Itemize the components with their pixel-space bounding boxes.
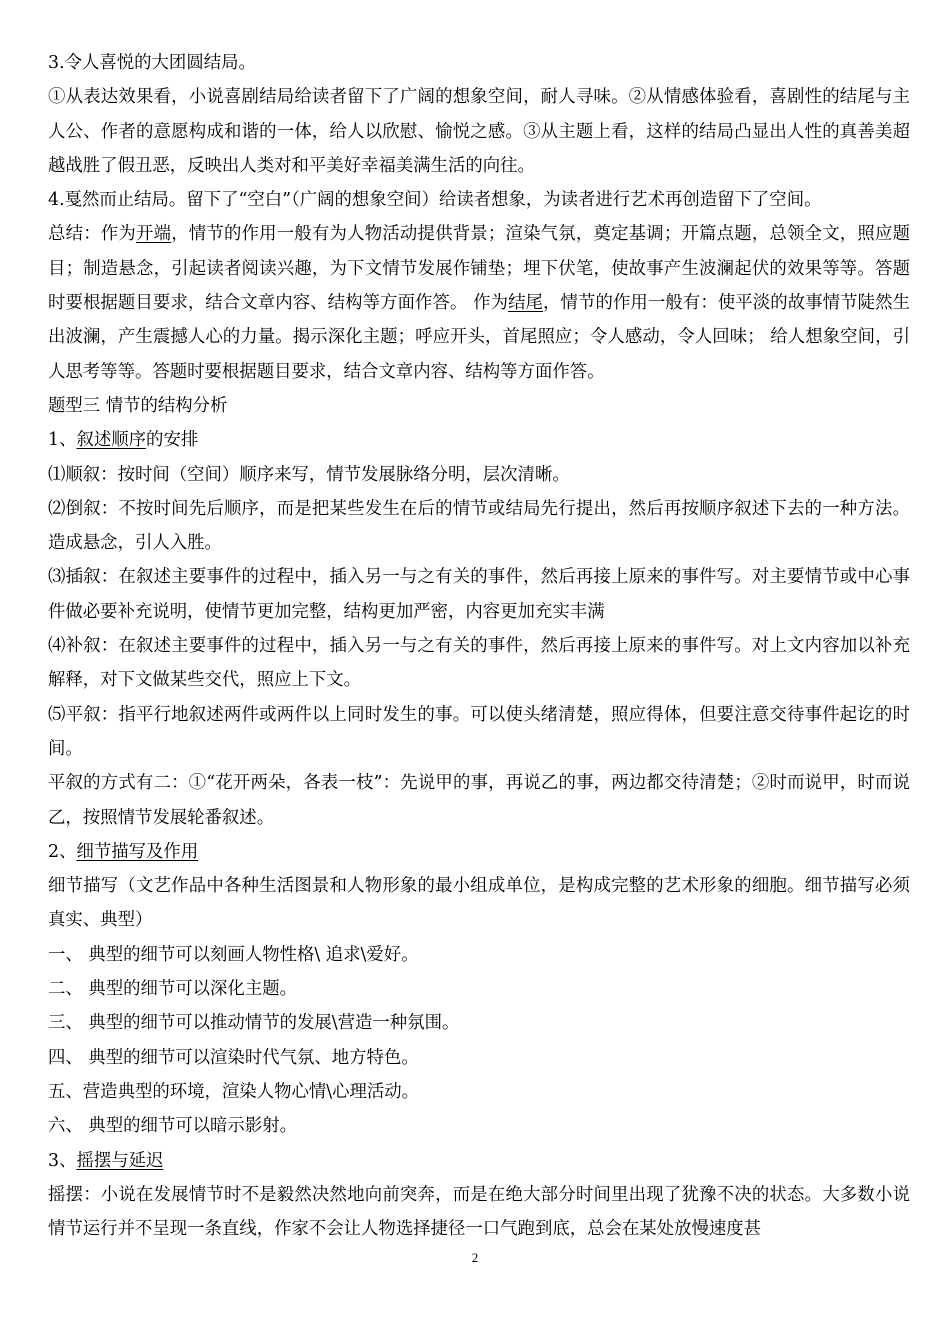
list-item-pingxu: ⑸平叙：指平行地叙述两件或两件以上同时发生的事。可以使头绪清楚，照应得体，但要注意交待事件起讫的时间。 [48, 704, 910, 759]
list-item-detail-1: 一、 典型的细节可以刻画人物性格\ 追求\爱好。 [48, 944, 419, 965]
subsection-1-title [48, 423, 910, 457]
paragraph-swing: 摇摆：小说在发展情节时不是毅然决然地向前突奔，而是在绝大部分时间里出现了犹豫不决的状态。大多数小说情节运行并不呈现一条直线，作家不会让人物选择捷径一口气跑到底，总会在某处放慢速度甚 [48, 1184, 910, 1240]
list-item-daoxu: ⑵倒叙：不按时间先后顺序，而是把某些发生在后的情节或结局先行提出，然后再按顺序叙述下去的一种方法。造成悬念，引人入胜。 [48, 498, 910, 554]
subsection-2-number: 2、 [48, 841, 77, 862]
subsection-3-number: 3、 [48, 1150, 77, 1171]
subsection-1-number: 1、 [48, 430, 77, 451]
summary-text-e: ，情节的作用一般有：使平淡的故事情节陡然生出波澜，产生震撼人心的力量。揭示深化主题；呼应开头，首尾照应；令人感动，令人回味； 给人想象空间，引人思考等等。答题时要根据题目要求，结合文章内容、结构等方面作答。 [48, 293, 910, 382]
paragraph-effects: ①从表达效果看，小说喜剧结局给读者留下了广阔的想象空间，耐人寻味。②从情感体验看，喜剧性的结尾与主人公、作者的意愿构成和谐的一体，给人以欣慰、愉悦之感。③从主题上看，这样的结局凸显出人性的真善美超越战胜了假丑恶，反映出人类对和平美好幸福美满生活的向往。 [48, 87, 910, 176]
paragraph-summary [48, 217, 910, 388]
summary-underlined-end: 结尾 [508, 293, 544, 314]
list-item-detail-6: 六、 典型的细节可以暗示影射。 [48, 1116, 297, 1137]
list-item-detail-4: 四、 典型的细节可以渲染时代气氛、地方特色。 [48, 1047, 419, 1068]
subsection-2-keyword: 细节描写及作用 [76, 841, 199, 862]
subsection-2-title [48, 835, 910, 869]
section-title: 题型三 情节的结构分析 [48, 395, 228, 416]
subsection-1-rest: 的安排 [146, 430, 199, 451]
list-item-shunxu: ⑴顺叙：按时间（空间）顺序来写，情节发展脉络分明，层次清晰。 [48, 464, 570, 485]
subsection-3-keyword: 摇摆与延迟 [76, 1150, 164, 1171]
list-item-detail-3: 三、 典型的细节可以推动情节的发展\营造一种氛围。 [48, 1013, 460, 1034]
paragraph-heading-3: 3.令人喜悦的大团圆结局。 [48, 53, 256, 73]
paragraph-detail-definition: 细节描写（文艺作品中各种生活图景和人物形象的最小组成单位，是构成完整的艺术形象的细胞。细节描写必须真实、典型） [48, 876, 910, 931]
paragraph-heading-4: 4.戛然而止结局。留下了“空白”（广阔的想象空间）给读者想象，为读者进行艺术再创造留下了空间。 [48, 190, 822, 211]
document-body [48, 46, 910, 1246]
summary-underlined-start: 开端 [135, 224, 172, 245]
list-item-buxu: ⑷补叙：在叙述主要事件的过程中，插入另一与之有关的事件，然后再接上原来的事件写。对上文内容加以补充解释，对下文做某些交代，照应上下文。 [48, 636, 910, 691]
summary-text-a: 总结：作为 [48, 224, 136, 245]
list-item-chaxu: ⑶插叙：在叙述主要事件的过程中，插入另一与之有关的事件，然后再接上原来的事件写。对主要情节或中心事件做必要补充说明，使情节更加完整，结构更加严密，内容更加充实丰满 [48, 567, 910, 622]
subsection-3-title [48, 1144, 910, 1178]
page-number: 2 [471, 1250, 479, 1265]
list-item-detail-5: 五、营造典型的环境，渲染人物心情\心理活动。 [48, 1081, 420, 1102]
summary-text-c: ，情节的作用一般有为人物活动提供背景；渲染气氛，奠定基调；开篇点题，总领全文，照应题目；制造悬念，引起读者阅读兴趣，为下文情节发展作铺垫；埋下伏笔，使故事产生波澜起伏的效果等等。答题时要根据题目要求，结合文章内容、结构等方面作答。 作为 [48, 224, 910, 314]
subsection-1-keyword: 叙述顺序 [76, 430, 147, 451]
list-item-detail-2: 二、 典型的细节可以深化主题。 [48, 979, 297, 1000]
paragraph-pingxu-methods: 平叙的方式有二：①“花开两朵，各表一枝”：先说甲的事，再说乙的事，两边都交待清楚；②时而说甲，时而说乙，按照情节发展轮番叙述。 [48, 773, 910, 828]
